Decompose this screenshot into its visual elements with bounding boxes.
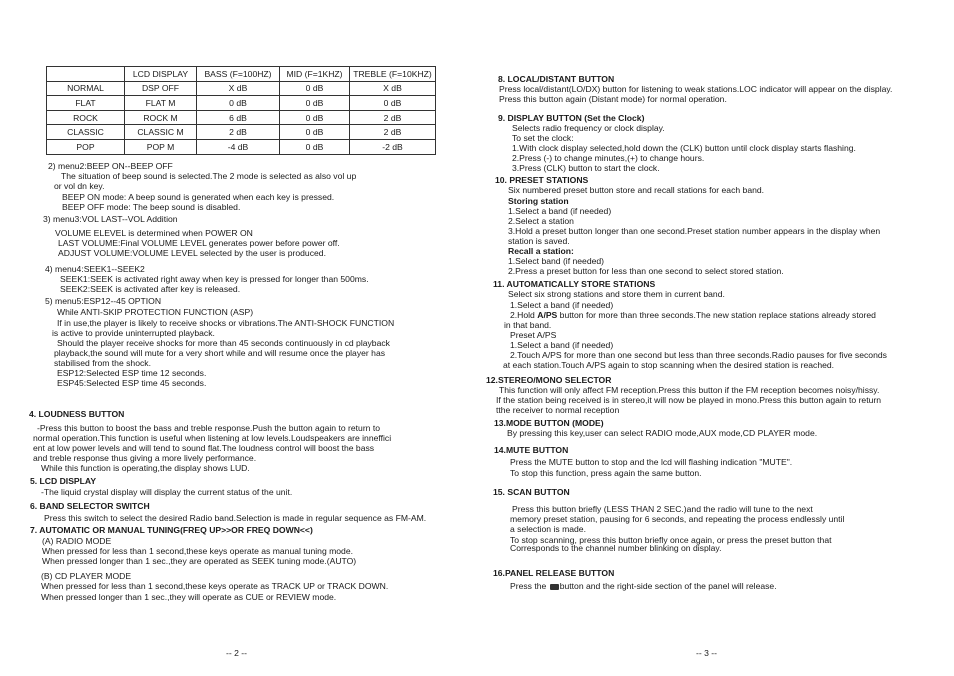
- table-row: [47, 81, 436, 96]
- table-header-cell: BASS (F=100HZ): [197, 67, 280, 82]
- cd-mode-text: When pressed longer than 1 sec.,they will operate as CUE or REVIEW mode.: [41, 592, 337, 602]
- table-header-row: [47, 67, 436, 82]
- menu2-text: or vol dn key.: [54, 181, 105, 191]
- cd-mode-text: When pressed for less than 1 second,these keys operate as TRACK UP or TRACK DOWN.: [41, 581, 389, 591]
- auto-store-text: Select six strong stations and store them in current band.: [508, 289, 725, 299]
- scan-button-text: Press this button briefly (LESS THAN 2 SEC.)and the radio will tune to the next: [512, 504, 813, 514]
- menu5-text: ESP45:Selected ESP time 45 seconds.: [57, 378, 207, 388]
- eq-preset-table: [46, 66, 436, 155]
- menu3-heading: 3) menu3:VOL LAST--VOL Addition: [43, 214, 178, 224]
- scan-button-text: a selection is made.: [510, 524, 586, 534]
- lcd-heading: 5. LCD DISPLAY: [30, 476, 97, 486]
- table-cell: POP M: [125, 139, 197, 154]
- table-cell: FLAT: [47, 96, 125, 111]
- menu3-text: VOLUME ELEVEL is determined when POWER ON: [55, 228, 253, 238]
- mute-button-text: To stop this function, press again the same button.: [510, 468, 702, 478]
- table-cell: ROCK: [47, 110, 125, 125]
- loudness-text: While this function is operating,the display shows LUD.: [41, 463, 250, 473]
- menu4-text: SEEK1:SEEK is activated right away when key is pressed for longer than 500ms.: [60, 274, 369, 284]
- menu5-heading: 5) menu5:ESP12--45 OPTION: [45, 296, 162, 306]
- table-cell: CLASSIC M: [125, 125, 197, 140]
- radio-mode-heading: (A) RADIO MODE: [42, 536, 112, 546]
- band-text: Press this switch to select the desired Radio band.Selection is made in regular sequence as FM-AM.: [44, 513, 427, 523]
- table-cell: 0 dB: [280, 125, 350, 140]
- menu4-heading: 4) menu4:SEEK1--SEEK2: [45, 264, 145, 274]
- preset-stations-heading: 10. PRESET STATIONS: [495, 175, 589, 185]
- menu2-text: BEEP OFF mode: The beep sound is disabled.: [62, 202, 241, 212]
- auto-store-heading: 11. AUTOMATICALLY STORE STATIONS: [493, 279, 656, 289]
- table-header-cell: [47, 67, 125, 82]
- radio-mode-text: When pressed longer than 1 sec.,they are operated as SEEK tuning mode.(AUTO): [42, 556, 357, 566]
- display-button-text: 3.Press (CLK) button to start the clock.: [512, 163, 660, 173]
- table-cell: 0 dB: [280, 96, 350, 111]
- table-cell: 2 dB: [197, 125, 280, 140]
- storing-station-text: 1.Select a band (if needed): [508, 206, 612, 216]
- menu5-text: is active to provide uninterrupted playback.: [52, 328, 215, 338]
- storing-station-text: 2.Select a station: [508, 216, 574, 226]
- stereo-mono-text: If the station being received is in stereo,it will now be played in mono.Press this button again to return: [496, 395, 882, 405]
- menu5-text: playback,the sound will mute for a very short while and will resume once the player has: [54, 348, 386, 358]
- menu5-text: stabilised from the shock.: [54, 358, 151, 368]
- loudness-text: and treble response thus giving a more lively performance.: [33, 453, 257, 463]
- display-button-heading: 9. DISPLAY BUTTON (Set the Clock): [498, 113, 645, 123]
- menu2-text: The situation of beep sound is selected.The 2 mode is selected as also vol up: [61, 171, 357, 181]
- storing-station-text: station is saved.: [508, 236, 570, 246]
- scan-button-text: memory preset station, pausing for 6 seconds, and repeating the process endlessly until: [510, 514, 845, 524]
- mute-button-text: Press the MUTE button to stop and the lcd will flashing indication "MUTE".: [510, 457, 793, 467]
- menu3-text: LAST VOLUME:Final VOLUME LEVEL generates power before power off.: [58, 238, 340, 248]
- menu2-heading: 2) menu2:BEEP ON--BEEP OFF: [48, 161, 173, 171]
- table-header-cell: MID (F=1KHZ): [280, 67, 350, 82]
- table-header-cell: TREBLE (F=10KHZ): [350, 67, 436, 82]
- radio-mode-text: When pressed for less than 1 second,these keys operate as manual tuning mode.: [42, 546, 353, 556]
- scan-button-heading: 15. SCAN BUTTON: [493, 487, 570, 497]
- table-cell: 0 dB: [197, 96, 280, 111]
- loudness-text: ent at low power levels and will tend to sound flat.The loudness control will boost the bass: [33, 443, 375, 453]
- panel-release-text: button and the right-side section of the panel will release.: [559, 581, 777, 591]
- aps-label: A/PS: [537, 310, 558, 320]
- scan-button-text: Corresponds to the channel number blinking on display.: [510, 543, 722, 553]
- table-cell: -2 dB: [350, 139, 436, 154]
- display-button-text: To set the clock:: [512, 133, 574, 143]
- preset-aps-heading: Preset A/PS: [510, 330, 557, 340]
- local-distant-text: Press local/distant(LO/DX) button for listening to weak stations.LOC indicator will appear on the display.: [499, 84, 893, 94]
- table-row: [47, 96, 436, 111]
- auto-store-text: [510, 310, 876, 320]
- recall-station-text: 2.Press a preset button for less than one second to select stored station.: [508, 266, 784, 276]
- preset-aps-text: 2.Touch A/PS for more than one second but less than three seconds.Radio pauses for five seconds: [510, 350, 887, 360]
- loudness-text: -Press this button to boost the bass and treble response.Push the button again to return to: [37, 423, 381, 433]
- scan-button-text: To stop scanning, press this button briefly once again, or press the preset button that: [510, 535, 832, 545]
- cd-mode-heading: (B) CD PLAYER MODE: [41, 571, 132, 581]
- menu5-text: While ANTI-SKIP PROTECTION FUNCTION (ASP): [57, 307, 254, 317]
- recall-station-text: 1.Select band (if needed): [508, 256, 605, 266]
- local-distant-text: Press this button again (Distant mode) for normal operation.: [499, 94, 727, 104]
- table-cell: ROCK M: [125, 110, 197, 125]
- table-row: [47, 125, 436, 140]
- display-button-text: 1.With clock display selected,hold down the (CLK) button until clock display starts flashing.: [512, 143, 856, 153]
- auto-store-text: button for more than three seconds.The new station replace stations already stored: [557, 310, 876, 320]
- auto-store-text: 2.Hold: [510, 310, 538, 320]
- tuning-heading: 7. AUTOMATIC OR MANUAL TUNING(FREQ UP>>OR FREQ DOWN<<): [30, 525, 313, 535]
- local-distant-heading: 8. LOCAL/DISTANT BUTTON: [498, 74, 615, 84]
- table-row: [47, 110, 436, 125]
- band-heading: 6. BAND SELECTOR SWITCH: [30, 501, 150, 511]
- menu5-text: ESP12:Selected ESP time 12 seconds.: [57, 368, 207, 378]
- table-cell: X dB: [197, 81, 280, 96]
- table-cell: POP: [47, 139, 125, 154]
- menu4-text: SEEK2:SEEK is activated after key is released.: [60, 284, 241, 294]
- mode-button-heading: 13.MODE BUTTON (MODE): [494, 418, 604, 428]
- table-cell: 0 dB: [280, 110, 350, 125]
- stereo-mono-heading: 12.STEREO/MONO SELECTOR: [486, 375, 612, 385]
- loudness-heading: 4. LOUDNESS BUTTON: [29, 409, 125, 419]
- page-number: -- 2 --: [226, 648, 248, 658]
- storing-station-text: 3.Hold a preset button longer than one second.Preset station number appears in the display when: [508, 226, 881, 236]
- stereo-mono-text: tthe receiver to normal reception: [496, 405, 620, 415]
- table-cell: FLAT M: [125, 96, 197, 111]
- stereo-mono-text: This function will only affect FM reception.Press this button if the FM reception becomes noisy/hissy.: [499, 385, 880, 395]
- table-cell: NORMAL: [47, 81, 125, 96]
- recall-station-heading: Recall a station:: [508, 246, 574, 256]
- table-cell: 6 dB: [197, 110, 280, 125]
- panel-release-heading: 16.PANEL RELEASE BUTTON: [493, 568, 615, 578]
- display-button-text: 2.Press (-) to change minutes,(+) to change hours.: [512, 153, 705, 163]
- preset-aps-text: at each station.Touch A/PS again to stop scanning when the desired station is reached.: [503, 360, 835, 370]
- auto-store-text: in that band.: [504, 320, 552, 330]
- preset-aps-text: 1.Select a band (if needed): [510, 340, 614, 350]
- page-number: -- 3 --: [696, 648, 718, 658]
- panel-release-text: [510, 581, 777, 591]
- auto-store-text: 1.Select a band (if needed): [510, 300, 614, 310]
- menu5-text: If in use,the player is likely to receive shocks or vibrations.The ANTI-SHOCK FUNCTION: [57, 318, 395, 328]
- preset-stations-text: Six numbered preset button store and recall stations for each band.: [508, 185, 765, 195]
- table-cell: 0 dB: [280, 139, 350, 154]
- table-row: [47, 139, 436, 154]
- menu5-text: Should the player receive shocks for more than 45 seconds continuously in cd playback: [57, 338, 390, 348]
- right-page: [477, 0, 954, 676]
- storing-station-heading: Storing station: [508, 196, 569, 206]
- table-cell: DSP OFF: [125, 81, 197, 96]
- table-header-cell: LCD DISPLAY: [125, 67, 197, 82]
- mode-button-text: By pressing this key,user can select RADIO mode,AUX mode,CD PLAYER mode.: [507, 428, 818, 438]
- menu2-text: BEEP ON mode: A beep sound is generated when each key is pressed.: [62, 192, 335, 202]
- table-cell: 2 dB: [350, 125, 436, 140]
- table-cell: -4 dB: [197, 139, 280, 154]
- mute-button-heading: 14.MUTE BUTTON: [494, 445, 569, 455]
- table-cell: 0 dB: [280, 81, 350, 96]
- panel-release-icon: [550, 584, 559, 590]
- table-cell: CLASSIC: [47, 125, 125, 140]
- lcd-text: -The liquid crystal display will display the current status of the unit.: [41, 487, 293, 497]
- menu3-text: ADJUST VOLUME:VOLUME LEVEL selected by the user is produced.: [58, 248, 326, 258]
- panel-release-text: Press the: [510, 581, 549, 591]
- table-cell: 0 dB: [350, 96, 436, 111]
- loudness-text: normal operation.This function is useful when listening at low levels.Loudspeakers are inneffici: [33, 433, 392, 443]
- table-cell: X dB: [350, 81, 436, 96]
- display-button-text: Selects radio frequency or clock display.: [512, 123, 665, 133]
- table-cell: 2 dB: [350, 110, 436, 125]
